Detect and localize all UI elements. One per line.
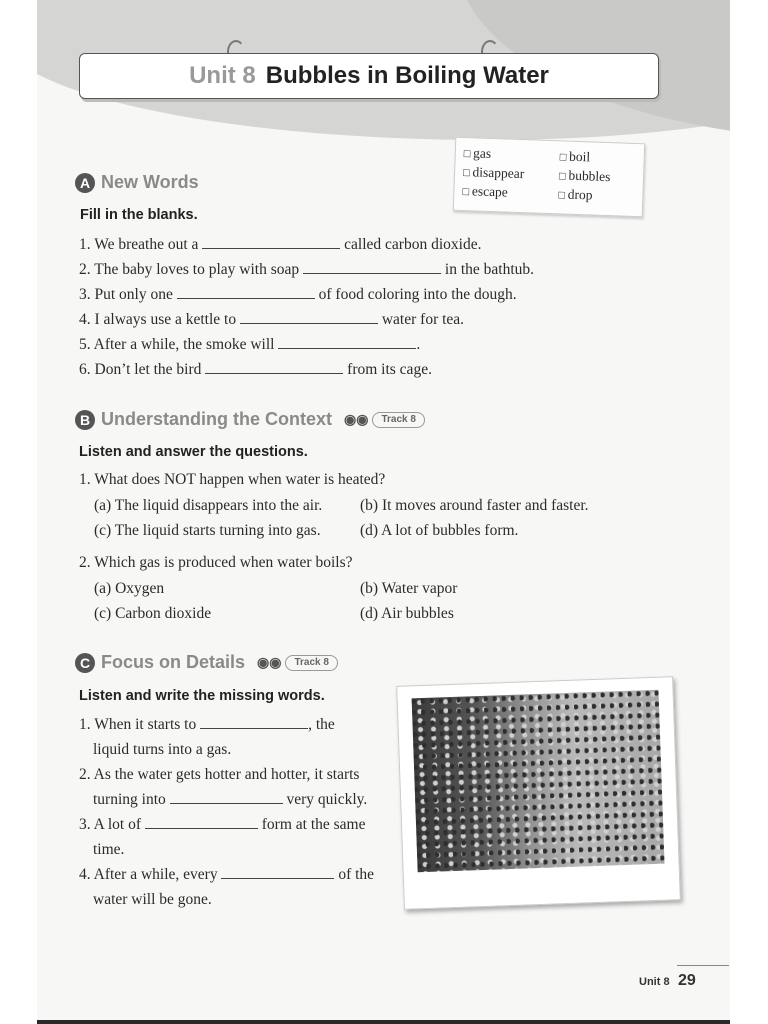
word-bank-item: □ bubbles (559, 166, 611, 187)
item-text: 4. I always use a kettle to (79, 311, 240, 328)
fill-blank-item (79, 236, 481, 254)
section-badge: A (75, 173, 95, 193)
word-bank-item: □ disappear (463, 163, 525, 184)
answer-blank[interactable] (303, 261, 441, 274)
answer-option[interactable]: (a) The liquid disappears into the air. (94, 497, 323, 514)
answer-blank[interactable] (200, 716, 308, 729)
section-a-instruction: Fill in the blanks. (80, 207, 198, 223)
unit-label: Unit 8 (189, 62, 256, 89)
answer-blank[interactable] (240, 311, 378, 324)
fill-blank-item (79, 336, 420, 354)
section-a-heading (75, 172, 199, 193)
fill-blank-item (79, 816, 366, 834)
answer-blank[interactable] (145, 816, 258, 829)
item-text: 6. Don’t let the bird (79, 361, 206, 378)
workbook-page (37, 0, 730, 1020)
item-text: form at the same (257, 816, 366, 833)
headphones-icon: ◉◉ (257, 654, 282, 670)
word-bank-column-2 (558, 147, 611, 206)
headphones-icon: ◉◉ (344, 411, 369, 427)
item-text: time. (93, 841, 125, 858)
scan-margin-left (0, 0, 37, 1024)
answer-option[interactable]: (a) Oxygen (94, 580, 165, 597)
word-bank-item: □ escape (462, 182, 524, 203)
page-number: 29 (678, 972, 696, 989)
word-bank (453, 137, 645, 218)
fill-blank-item (79, 286, 517, 304)
item-text: of the (334, 866, 375, 883)
item-text: 3. A lot of (79, 816, 145, 833)
answer-option[interactable]: (b) Water vapor (360, 580, 458, 597)
item-text: 4. After a while, every (79, 866, 222, 883)
footer-rule (677, 965, 729, 966)
word-bank-item: □ boil (559, 147, 611, 168)
item-text: water for tea. (377, 311, 465, 328)
fill-blank-item (79, 361, 432, 379)
item-text: liquid turns into a gas. (93, 741, 232, 758)
fill-blank-item (79, 261, 534, 279)
word-bank-item: □ gas (463, 144, 525, 165)
fill-blank-item (79, 866, 374, 884)
item-text: 3. Put only one (79, 286, 177, 303)
fill-blank-item (79, 716, 335, 734)
item-text: from its cage. (343, 361, 432, 378)
answer-blank[interactable] (221, 866, 334, 879)
question-text: 2. Which gas is produced when water boils? (79, 554, 353, 571)
answer-option[interactable]: (d) A lot of bubbles form. (360, 522, 519, 539)
answer-option[interactable]: (b) It moves around faster and faster. (360, 497, 589, 514)
footer-unit: Unit 8 (639, 976, 670, 988)
item-text: , the (308, 716, 335, 733)
page-title: Bubbles in Boiling Water (265, 62, 549, 89)
section-c-instruction: Listen and write the missing words. (79, 688, 325, 704)
question-text: 1. What does NOT happen when water is heated? (79, 471, 386, 488)
item-text: 2. As the water gets hotter and hotter, it starts (79, 766, 360, 783)
section-badge: C (75, 653, 95, 673)
item-text: called carbon dioxide. (340, 236, 482, 253)
item-text: . (416, 336, 421, 353)
photo-frame (396, 676, 681, 910)
section-title: Understanding the Context (101, 409, 333, 429)
title-banner (79, 53, 659, 99)
item-text: turning into (93, 791, 170, 808)
answer-blank[interactable] (170, 791, 283, 804)
page-footer (639, 972, 696, 990)
section-title: Focus on Details (101, 652, 246, 672)
section-title: New Words (101, 172, 199, 192)
item-text: 1. When it starts to (79, 716, 201, 733)
track-label: Track 8 (372, 412, 424, 428)
item-text: 5. After a while, the smoke will (79, 336, 279, 353)
answer-option[interactable]: (c) The liquid starts turning into gas. (94, 522, 321, 539)
boiling-water-photo (412, 690, 665, 873)
item-text: of food coloring into the dough. (314, 286, 517, 303)
answer-option[interactable]: (c) Carbon dioxide (94, 605, 212, 622)
section-b-instruction: Listen and answer the questions. (79, 444, 308, 460)
fill-blank-item (93, 791, 367, 809)
scan-margin-right (730, 0, 768, 1024)
word-bank-item: □ drop (558, 185, 610, 206)
section-b-heading (75, 409, 425, 430)
item-text: 2. The baby loves to play with soap (79, 261, 304, 278)
track-label: Track 8 (285, 655, 337, 671)
item-text: in the bathtub. (441, 261, 535, 278)
answer-blank[interactable] (205, 361, 343, 374)
section-badge: B (75, 410, 95, 430)
answer-blank[interactable] (202, 236, 340, 249)
word-bank-column-1 (462, 144, 525, 203)
item-text: water will be gone. (93, 891, 212, 908)
answer-blank[interactable] (177, 286, 315, 299)
fill-blank-item (79, 311, 464, 329)
item-text: 1. We breathe out a (79, 236, 203, 253)
section-c-heading (75, 652, 338, 673)
item-text: very quickly. (282, 791, 368, 808)
answer-blank[interactable] (278, 336, 416, 349)
answer-option[interactable]: (d) Air bubbles (360, 605, 454, 622)
